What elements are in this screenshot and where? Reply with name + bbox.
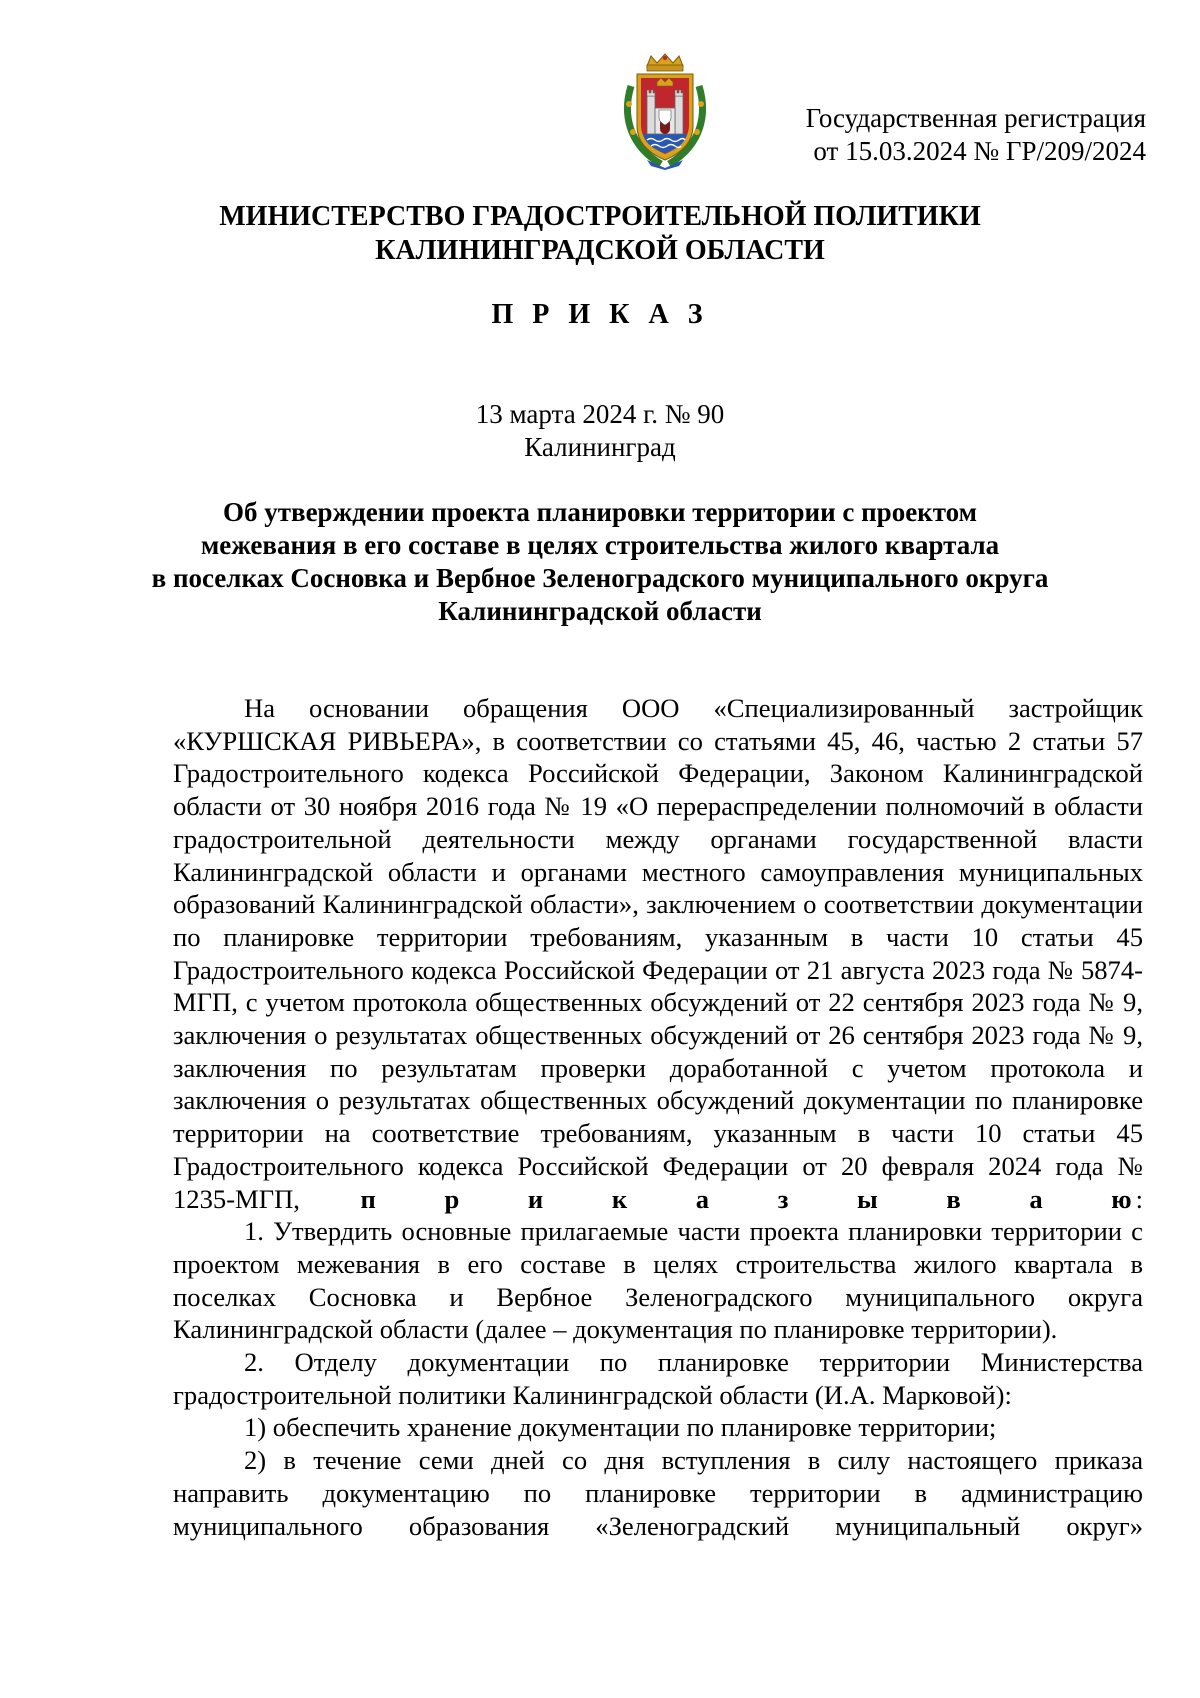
preamble-text: На основании обращения ООО «Специализированный застройщик «КУРШСКАЯ РИВЬЕРА», в соответствии со статьями 45, 46, частью 2 статьи 57 Градостроительного кодекса Российской Федерации, Законом Калининградской области от 30 ноября 2016 года № 19 «О перераспределении полномочий в области градостроительной деятельности между органами государственной власти Калининградской области и органами местного самоуправления муниципальных образований Калининградской области», заключением о соответствии документации по планировке территории требованиям, указанным в части 10 статьи 45 Градостроительного кодекса Российской Федерации от 21 августа 2023 года № 5874-МГП, с учетом протокола общественных обсуждений от 22 сентября 2023 года № 9, заключения о результатах общественных обсуждений от 26 сентября 2023 года № 9, заключения по результатам проверки доработанной с учетом протокола и заключения о результатах общественных обсуждений документации по планировке территории на соответствие требованиям, указанным в части 10 статьи 45 Градостроительного кодекса Российской Федерации от 20 февраля 2024 года № 1235-МГП, <box>173 693 1143 1214</box>
ministry-name-line2: КАЛИНИНГРАДСКОЙ ОБЛАСТИ <box>375 235 825 266</box>
order-date-number: 13 марта 2024 г. № 90 <box>475 399 725 429</box>
item-2-2-paragraph: 2) в течение семи дней со дня вступления в силу настоящего приказа направить документацию по планировке территории в администрацию муниципального образования «Зеленоградский муниципальный округ» <box>173 1445 1143 1541</box>
subject-line3: в поселках Сосновка и Вербное Зеленоградского муниципального округа <box>151 563 1049 593</box>
order-subject <box>100 496 1100 628</box>
ministry-name-line1: МИНИСТЕРСТВО ГРАДОСТРОИТЕЛЬНОЙ ПОЛИТИКИ <box>219 201 981 232</box>
order-word: п р и к а з ы в а ю <box>360 1183 1136 1214</box>
order-colon: : <box>1135 1183 1143 1214</box>
order-body <box>173 692 1143 1542</box>
subject-line2: межевания в его составе в целях строительства жилого квартала <box>200 530 1000 560</box>
subject-line4: Калининградской области <box>438 596 762 626</box>
document-type-heading: П Р И К А З <box>491 299 709 330</box>
registration-label: Государственная регистрация <box>805 103 1146 133</box>
item-1-paragraph: 1. Утвердить основные прилагаемые части проекта планировки территории с проектом межевания в его составе в целях строительства жилого квартала в поселках Сосновка и Вербное Зеленоградского муниципального округа Калининградской области (далее – документация по планировке территории). <box>173 1216 1143 1345</box>
order-date-place <box>0 398 1200 464</box>
item-2-paragraph: 2. Отделу документации по планировке территории Министерства градостроительной политики Калининградской области (И.А. Марковой): <box>173 1347 1143 1410</box>
preamble-paragraph <box>173 692 1143 1215</box>
coat-of-arms-icon <box>617 52 713 170</box>
order-city: Калининград <box>524 432 676 462</box>
registration-date-number: от 15.03.2024 № ГР/209/2024 <box>813 136 1146 166</box>
item-2-1-paragraph: 1) обеспечить хранение документации по планировке территории; <box>244 1412 997 1443</box>
subject-line1: Об утверждении проекта планировки территории с проектом <box>222 497 978 527</box>
state-registration-stamp <box>806 102 1146 168</box>
ministry-name <box>0 200 1200 268</box>
